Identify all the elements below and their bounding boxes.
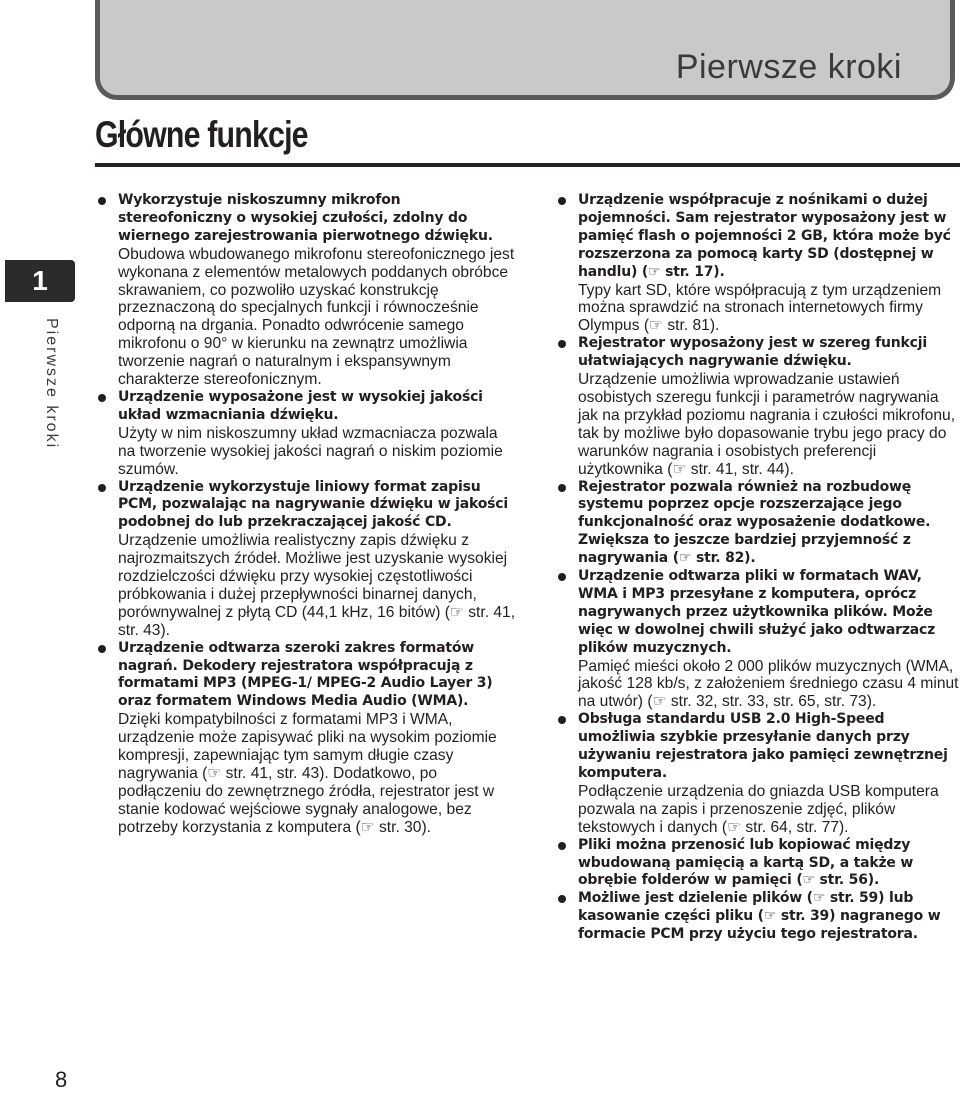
item-heading: Pliki można przenosić lub kopiować między wbudowaną pamięcią a kartą SD, a także w obrębie folderów w pamięci (☞ str. 56). [578,836,914,889]
item-text: Obudowa wbudowanego mikrofonu stereofonicznego jest wykonana z elementów metalowych poddanych obróbce skrawaniem, co pozwoliło uzyskać konstrukcję przeznaczoną do specjalnych funkcji i równocześnie odporną na drgania. Ponadto odwrócenie samego mikrofonu o 90° w kierunku na zewnątrz umożliwia tworzenie nagrań o naturalnym i ekspansywnym charakterze stereofonicznym. [118,245,515,389]
list-item [558,837,960,891]
item-heading: Rejestrator pozwala również na rozbudowę systemu poprzez opcje rozszerzające jego funkcjonalność oraz wyposażenie dodatkowe. Zwiększa to jeszcze bardziej przyjemność z nagrywania (☞ str. 82). [578,478,931,567]
bullet-icon [558,197,566,205]
item-text: Pamięć mieści około 2 000 plików muzycznych (WMA, jakość 128 kb/s, z założeniem średniego czasu 4 minut na utwór) (☞ str. 32, str. 33, str. 65, str. 73). [578,657,959,711]
list-item [558,711,960,836]
item-heading: Rejestrator wyposażony jest w szereg funkcji ułatwiających nagrywanie dźwięku. [578,335,927,370]
right-column [558,192,960,944]
list-item [558,335,960,478]
bullet-icon [98,645,106,653]
item-heading: Obsługa standardu USB 2.0 High-Speed umożliwia szybkie przesyłanie danych przy używaniu rejestratora jako pamięci zewnętrznej komputera. [578,711,948,781]
bullet-icon [558,895,566,903]
page-number: 8 [55,1067,68,1092]
item-text: Typy kart SD, które współpracują z tym urządzeniem można sprawdzić na stronach internetowych firmy Olympus (☞ str. 81). [578,281,942,335]
list-item [98,479,518,640]
item-heading: Urządzenie współpracuje z nośnikami o dużej pojemności. Sam rejestrator wyposażony jest w pamięć flash o pojemności 2 GB, która może być rozszerzona za pomocą karty SD (dostępnej w handlu) (☞ str. 17). [578,192,951,280]
item-heading: Możliwe jest dzielenie plików (☞ str. 59) lub kasowanie części pliku (☞ str. 39) nagranego w formacie PCM przy użyciu tego rejestratora. [578,890,941,943]
list-item [98,192,518,389]
bullet-icon [558,340,566,348]
list-item [558,192,960,335]
bullet-icon [558,484,566,492]
bullet-icon [98,197,106,205]
item-heading: Urządzenie odtwarza szeroki zakres formatów nagrań. Dekodery rejestratora współpracują z formatami MP3 (MPEG-1/ MPEG-2 Audio Layer 3) oraz formatem Windows Media Audio (WMA). [118,639,493,710]
item-text: Użyty w nim niskoszumny układ wzmacniacza pozwala na tworzenie wysokiej jakości nagrań o niskim poziomie szumów. [118,424,503,478]
header-title: Pierwsze kroki [675,48,902,86]
list-item [558,890,960,944]
bullet-icon [558,573,566,581]
list-item [558,479,960,569]
item-text: Dzięki kompatybilności z formatami MP3 i WMA, urządzenie może zapisywać pliki na wysokim poziomie kompresji, zapewniając tym samym długie czasy nagrywania (☞ str. 41, str. 43). Dodatkowo, po podłączeniu do zewnętrznego źródła, rejestrator jest w stanie kodować wejściowe sygnały analogowe, bez potrzeby korzystania z komputera (☞ str. 30). [118,711,497,836]
item-text: Urządzenie umożliwia wprowadzanie ustawień osobistych szeregu funkcji i parametrów nagrywania jak na przykład poziomu nagrania i czułości mikrofonu, tak by możliwe było dopasowanie trybu jego pracy do warunków nagrania i osobistych preferencji użytkownika (☞ str. 41, str. 44). [578,371,956,478]
item-heading: Urządzenie wykorzystuje liniowy format zapisu PCM, pozwalając na nagrywanie dźwięku w jakości podobnej do lub przekraczającej jakość CD. [118,478,508,531]
item-text: Urządzenie umożliwia realistyczny zapis dźwięku z najrozmaitszych źródeł. Możliwe jest uzyskanie wysokiej rozdzielczości dźwięku przy wysokiej częstotliwości próbkowania i dużej przepływności binarnej danych, porównywalnej z płytą CD (44,1 kHz, 16 bitów) (☞ str. 41, str. 43). [118,532,516,639]
bullet-icon [98,484,106,492]
title-divider [95,163,960,167]
item-heading: Urządzenie wyposażone jest w wysokiej jakości układ wzmacniania dźwięku. [118,388,483,423]
list-item [98,640,518,837]
page-title: Główne funkcje [95,114,308,155]
chapter-tab [5,260,75,302]
item-heading: Urządzenie odtwarza pliki w formatach WAV, WMA i MP3 przesyłane z komputera, oprócz nagrywanych przez użytkownika plików. Może więc w dowolnej chwili służyć jako odtwarzacz plików muzycznych. [578,568,936,656]
item-text: Podłączenie urządzenia do gniazda USB komputera pozwala na zapis i przenoszenie zdjęć, plików tekstowych i danych (☞ str. 64, str. 77). [578,782,939,836]
bullet-icon [558,842,566,850]
item-heading: Wykorzystuje niskoszumny mikrofon stereofoniczny o wysokiej czułości, zdolny do wiernego zarejestrowania pierwotnego dźwięku. [118,192,493,244]
bullet-icon [98,394,106,402]
list-item [558,568,960,711]
chapter-label: Pierwsze kroki [43,318,60,450]
left-column [98,192,518,837]
list-item [98,389,518,479]
chapter-number: 1 [32,265,48,296]
bullet-icon [558,716,566,724]
